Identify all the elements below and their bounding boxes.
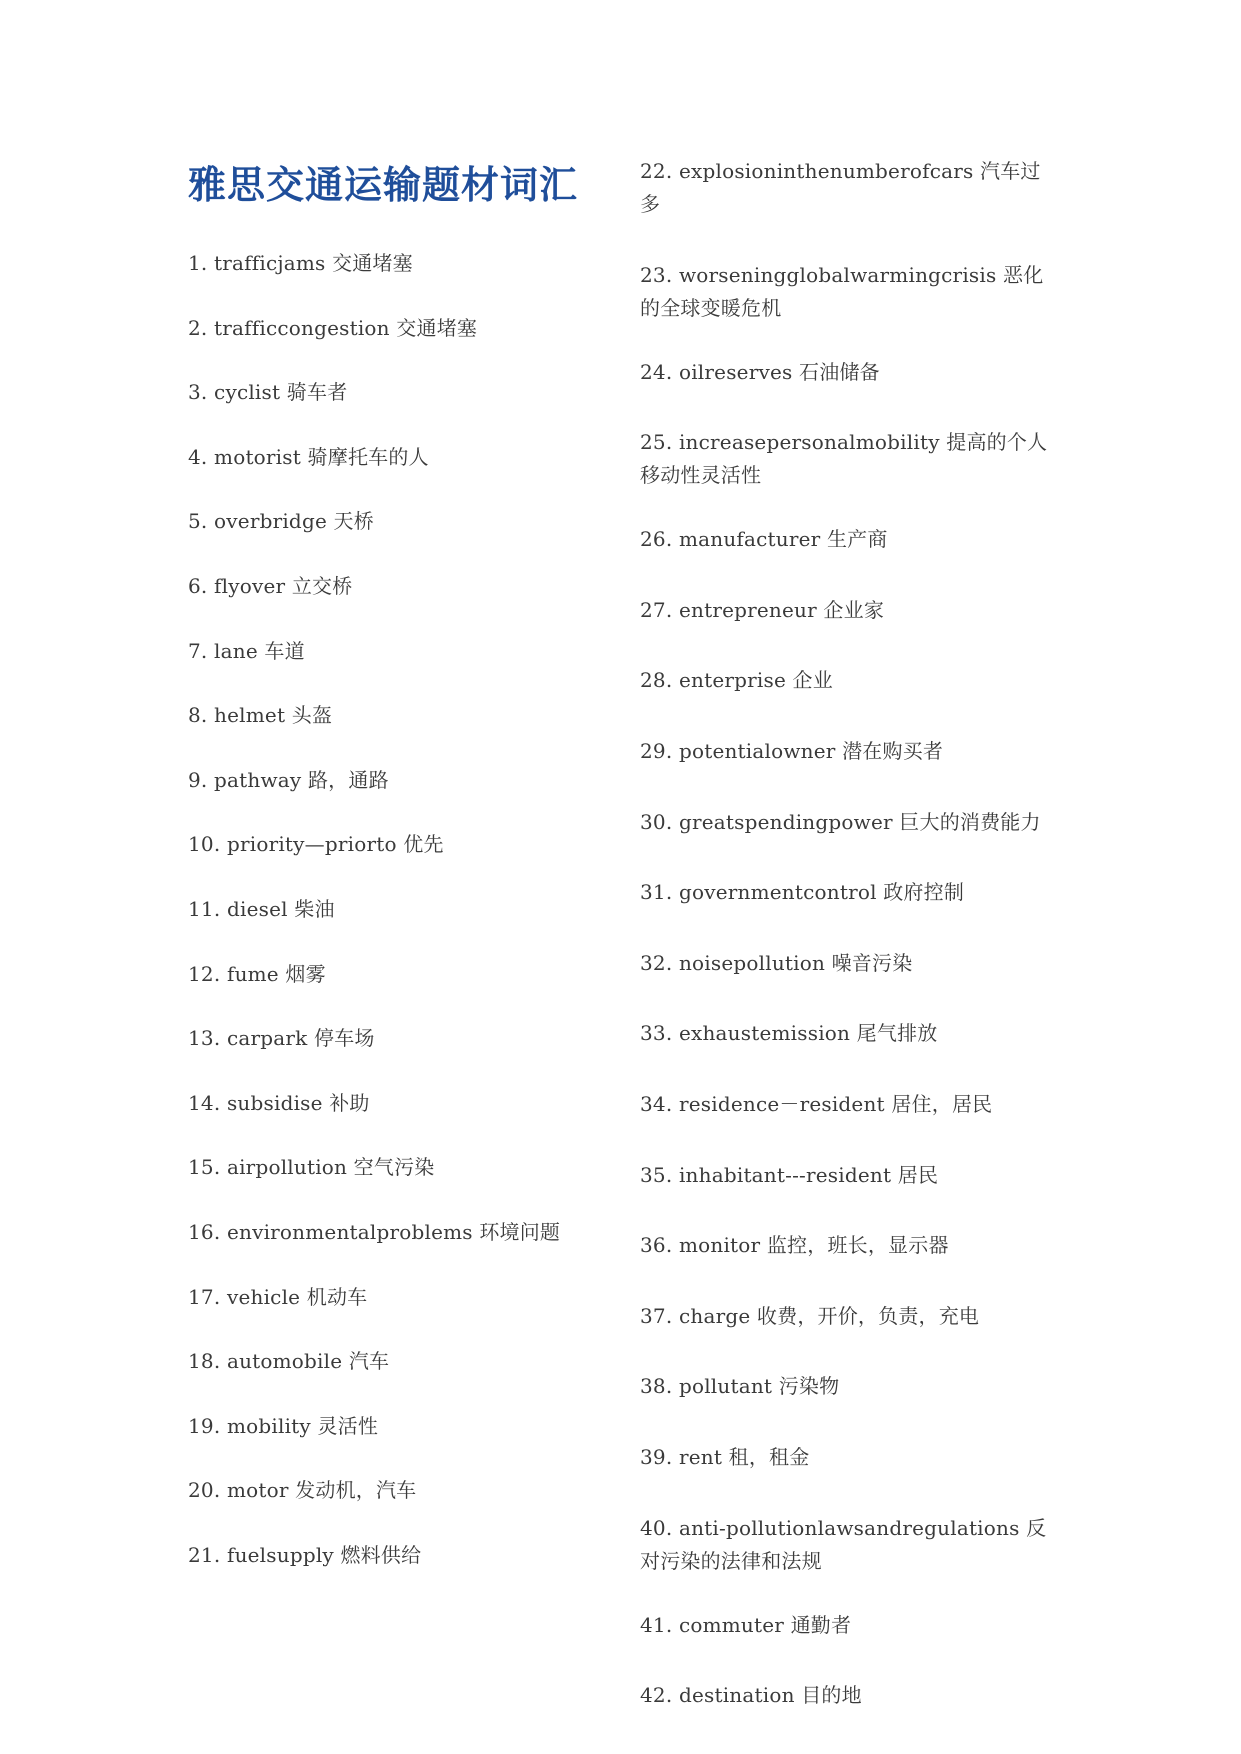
- vocab-item: 26. manufacturer 生产商: [640, 527, 888, 552]
- vocab-item: 28. enterprise 企业: [640, 668, 833, 693]
- vocab-item: 40. anti-pollutionlawsandregulations 反对污染的法律和法规: [640, 1515, 1047, 1573]
- vocab-item: 36. monitor 监控，班长，显示器: [640, 1233, 949, 1258]
- vocab-item: 42. destination 目的地: [640, 1683, 862, 1708]
- vocab-item: 1. trafficjams 交通堵塞: [188, 251, 413, 275]
- vocab-item: 22. explosioninthenumberofcars 汽车过多: [640, 159, 1041, 216]
- vocab-item: 24. oilreserves 石油储备: [640, 359, 880, 384]
- vocab-item: 14. subsidise 补助: [188, 1090, 370, 1115]
- vocab-item: 39. rent 租，租金: [640, 1444, 810, 1469]
- vocab-list-right: [640, 155, 1060, 1750]
- vocab-item: 8. helmet 头盔: [188, 703, 333, 728]
- vocab-item: 20. motor 发动机，汽车: [188, 1478, 417, 1503]
- vocab-item: 9. pathway 路，通路: [188, 767, 389, 792]
- vocab-item: 3. cyclist 骑车者: [188, 380, 348, 405]
- vocab-item: 4. motorist 骑摩托车的人: [188, 444, 429, 469]
- vocab-item: 17. vehicle 机动车: [188, 1284, 368, 1309]
- vocab-item: 7. lane 车道: [188, 638, 305, 663]
- vocab-item: 37. charge 收费，开价，负责，充电: [640, 1303, 980, 1328]
- vocab-item: 33. exhaustemission 尾气排放: [640, 1021, 938, 1046]
- vocab-item: 30. greatspendingpower 巨大的消费能力: [640, 809, 1041, 834]
- vocab-list-left: [188, 250, 588, 1606]
- vocab-item: 19. mobility 灵活性: [188, 1413, 379, 1438]
- vocab-item: 10. priority—priorto 优先: [188, 832, 444, 857]
- vocab-item: 16. environmentalproblems 环境问题: [188, 1219, 561, 1244]
- vocab-item: 5. overbridge 天桥: [188, 509, 374, 534]
- vocab-item: 12. fume 烟雾: [188, 961, 326, 986]
- vocab-item: 27. entrepreneur 企业家: [640, 597, 885, 622]
- vocab-item: 34. residence－resident 居住，居民: [640, 1091, 993, 1116]
- vocab-item: 18. automobile 汽车: [188, 1349, 390, 1374]
- vocab-item: 21. fuelsupply 燃料供给: [188, 1542, 422, 1567]
- vocab-item: 41. commuter 通勤者: [640, 1612, 852, 1637]
- vocab-item: 38. pollutant 污染物: [640, 1374, 840, 1399]
- vocab-item: 6. flyover 立交桥: [188, 573, 353, 598]
- vocab-item: 31. governmentcontrol 政府控制: [640, 880, 965, 905]
- vocab-item: 29. potentialowner 潜在购买者: [640, 738, 944, 763]
- vocab-item: 2. trafficcongestion 交通堵塞: [188, 315, 478, 340]
- vocab-item: 15. airpollution 空气污染: [188, 1155, 435, 1180]
- document-title: 雅思交通运输题材词汇: [188, 162, 579, 207]
- vocab-item: 13. carpark 停车场: [188, 1026, 375, 1051]
- vocab-item: 35. inhabitant---resident 居民: [640, 1162, 939, 1187]
- vocab-item: 32. noisepollution 噪音污染: [640, 950, 913, 975]
- vocab-item: 11. diesel 柴油: [188, 896, 335, 921]
- vocab-item: 23. worseningglobalwarmingcrisis 恶化的全球变暖危机: [640, 262, 1044, 320]
- vocab-item: 25. increasepersonalmobility 提高的个人移动性灵活性: [640, 430, 1048, 488]
